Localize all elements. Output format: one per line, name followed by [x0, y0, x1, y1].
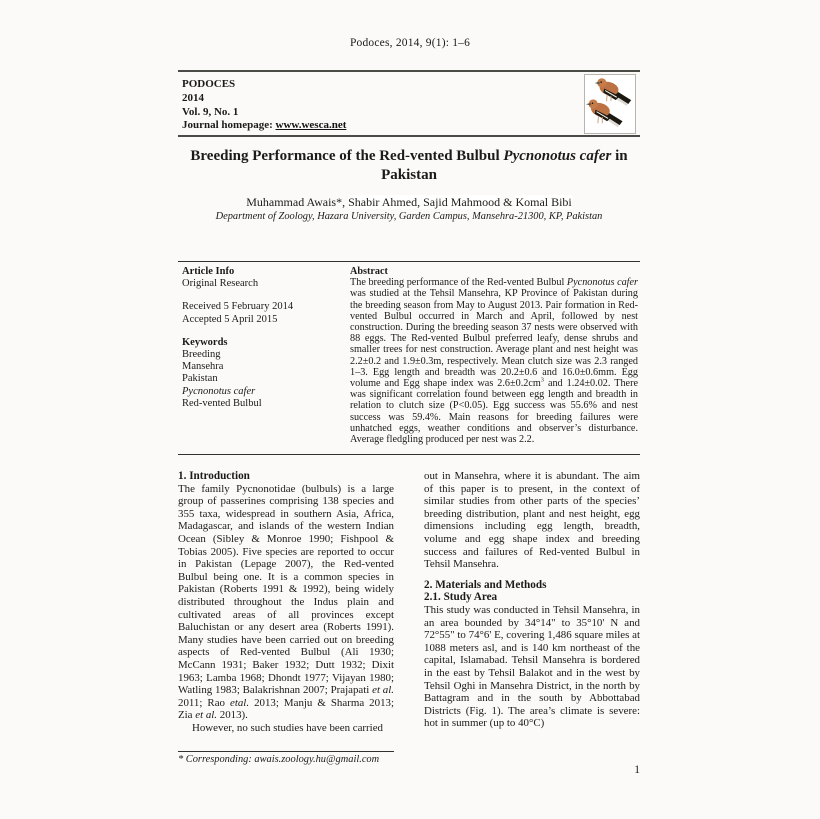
- article-info-abstract-box: [178, 261, 640, 455]
- journal-homepage-line: [182, 119, 346, 133]
- keyword-item: Red-vented Bulbul: [182, 397, 262, 409]
- keyword-item: Mansehra: [182, 361, 224, 373]
- journal-logo-frame: [584, 74, 636, 134]
- podoces-bird-lower: [586, 99, 623, 127]
- keyword-item: Pakistan: [182, 373, 218, 385]
- journal-homepage-label: Journal homepage:: [182, 119, 276, 132]
- journal-meta: [182, 78, 346, 133]
- journal-header-box: [178, 70, 640, 137]
- journal-name: PODOCES: [182, 78, 236, 90]
- received-date: Received 5 February 2014: [182, 301, 294, 313]
- section-heading-introduction: 1. Introduction: [178, 470, 250, 482]
- abstract-column: [350, 266, 638, 445]
- affiliation-line: Department of Zoology, Hazara University, Garden Campus, Mansehra-21300, KP, Pakistan: [215, 211, 603, 222]
- keyword-item: Breeding: [182, 349, 221, 361]
- corresponding-label: * Corresponding:: [178, 754, 255, 765]
- article-type: Original Research: [182, 278, 259, 290]
- introduction-paragraph-1: The family Pycnonotidae (bulbuls) is a large group of passerines comprising 138 species and 355 taxa, widespread in southern Asia, Africa, Madagascar, and islands of the western Indian Ocean (Sibley & Monroe 1990; Fishpool & Tobias 2005). Five species are reported to occur in Pakistan (Lepage 2007), the Red-vented Bulbul being one. It is a common species in Pakistan (Roberts 1991 & 1992), being widely distributed throughout the Indus plain and cultivated areas of all provinces except Baluchistan or any desert area (Roberts 1991). Many studies have been carried out on breeding aspects of Red-vented Bulbul (Ali 1930; McCann 1931; Baker 1932; Dutt 1932; Dixit 1963; Lamba 1968; Dhondt 1977; Vijayan 1980; Watling 1983; Balakrishnan 2007; Prajapati et al. 2011; Rao etal. 2013; Manju & Sharma 2013; Zia et al. 2013).: [178, 482, 395, 722]
- accepted-date: Accepted 5 April 2015: [182, 313, 278, 325]
- introduction-continuation-paragraph: out in Mansehra, where it is abundant. The aim of this paper is to present, in the context of similar studies from other parts of the species’ breeding distribution, plant and nest height, egg dimensions including egg length, breadth, volume and egg shape index and breeding success and failures of Red-vented Bulbul in Tehsil Mansehra.: [424, 470, 640, 571]
- abstract-text: The breeding performance of the Red-vented Bulbul Pycnonotus cafer was studied at the Tehsil Mansehra, KP Province of Pakistan during the breeding season from May to August 2013. Pair formation in Red-vented Bulbul occurred in March and April, followed by nest construction. During the breeding season 37 nests were observed with 88 eggs. The Red-vented Bulbul preferred leafy, dense shrubs and smaller trees for nest construction. Average plant and nest height was 2.2±0.2 and 1.9±0.3m, respectively. Mean clutch size was 2.3 ranged 1–3. Egg length and breadth was 20.2±0.6 and 16.0±0.6mm. Egg volume and Egg shape index was $2.6\pm 0.2cm^3$ and 1.24±0.02. There was significant correlation found between egg length and breadth in relation to clutch size (P<0.05). Egg success was 55.6% and nest success was 59.4%. Main reasons for breeding failures were unhatched eggs, weather conditions and observer’s disturbance. Average fledgling produced per nest was 2.2.: [350, 277, 639, 446]
- article-title: Breeding Performance of the Red-vented Bulbul Pycnonotus cafer in Pakistan: [190, 148, 628, 183]
- spacer: [182, 290, 350, 301]
- author-line: Muhammad Awais*, Shabir Ahmed, Sajid Mahmood & Komal Bibi: [246, 195, 572, 209]
- page-number: 1: [634, 764, 640, 776]
- left-column: [178, 470, 394, 734]
- abstract-heading: Abstract: [350, 266, 388, 277]
- right-column: [424, 470, 640, 734]
- journal-year: 2014: [182, 91, 204, 104]
- running-head: Podoces, 2014, 9(1): 1–6: [349, 37, 471, 49]
- article-info-column: [182, 266, 350, 445]
- journal-volume: Vol. 9, No. 1: [182, 105, 239, 118]
- body-columns: [178, 470, 640, 734]
- subsection-heading-study-area: 2.1. Study Area: [424, 591, 498, 604]
- keywords-heading: Keywords: [182, 336, 228, 348]
- study-area-paragraph: This study was conducted in Tehsil Mansehra, in an area bounded by 34°14" to 35°10' N and 72°55" to 74°6' E, covering 1,486 square miles at 1088 meters asl, and is 140 km northeast of the capital, Islamabad. Tehsil Mansehra is bordered in the east by Tehsil Balakot and in the west by Tehsil Oghi in Mansehra District, in the north by Battagram and in the south by Abbottabad Districts (Fig. 1). The area’s climate is severe: hot in summer (up to 40°C): [424, 603, 640, 730]
- keyword-item: Pycnonotus cafer: [182, 385, 256, 397]
- podoces-birds-logo-icon: [585, 75, 635, 133]
- footnote-rule: [178, 751, 394, 752]
- corresponding-email: awais.zoology.hu@gmail.com: [254, 754, 380, 765]
- introduction-paragraph-2: However, no such studies have been carried: [192, 721, 383, 734]
- spacer: [182, 326, 350, 337]
- podoces-bird-upper: [595, 78, 632, 106]
- section-heading-methods: 2. Materials and Methods: [424, 578, 547, 591]
- article-info-heading: Article Info: [182, 266, 235, 277]
- journal-homepage-link[interactable]: www.wesca.net: [275, 119, 347, 132]
